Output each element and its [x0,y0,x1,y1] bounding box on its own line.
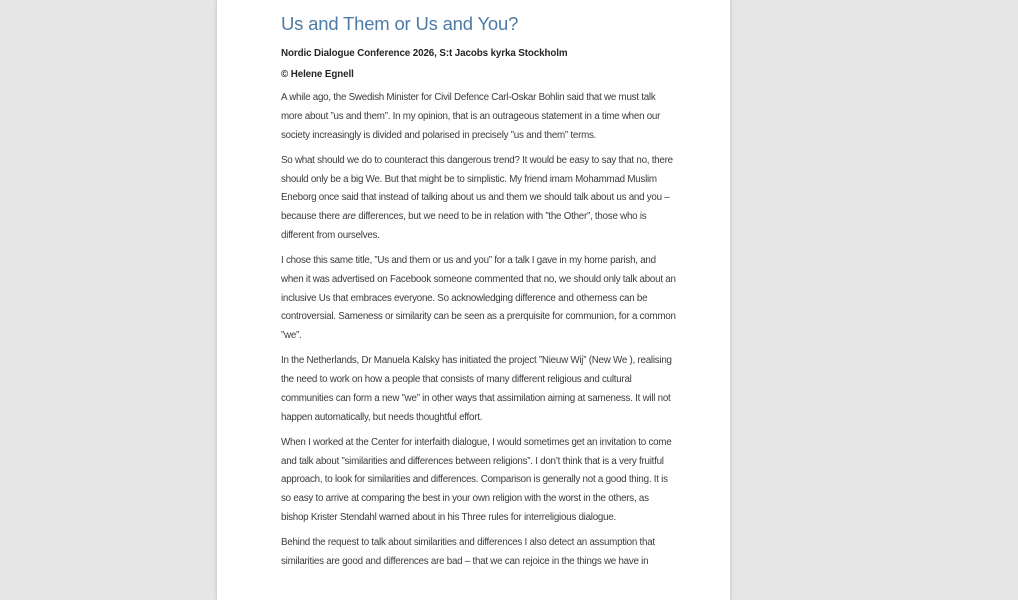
document-body [281,89,676,572]
document-page[interactable] [216,0,731,600]
paragraph: A while ago, the Swedish Minister for Civil Defence Carl-Oskar Bohlin said that we must talk more about ”us and them”. In my opinion, that is an outrageous statement in a time when our society increasingly is divided and polarised in precisely ”us and them” terms. [281,92,661,141]
paragraph: So what should we do to counteract this dangerous trend? It would be easy to say that no, there should only be a big We. But that might be to simplistic. My friend imam Mohammad Muslim Eneborg once said that instead of talking about us and them we should talk about us and you – because there are differences, but we need to be in relation with ”the Other”, those who is different from ourselves. [281,154,673,241]
paragraph: I chose this same title, ”Us and them or us and you” for a talk I gave in my home parish, and when it was advertised on Facebook someone commented that no, we should only talk about an inclusive Us that embraces everyone. So acknowledging difference and otherness can be controversial. Sameness or similarity can be seen as a prerquisite for communion, for a common ”we”. [281,255,676,341]
document-title: Us and Them or Us and You? [281,13,519,34]
paragraph: Behind the request to talk about similarities and differences I also detect an assumption that similarities are good and differences are bad – that we can rejoice in the things we have in [281,537,655,567]
document-subtitle-copyright: © Helene Egnell [281,68,354,80]
paragraph: When I worked at the Center for interfaith dialogue, I would sometimes get an invitation to come and talk about ”similarities and differences between religions”. I don’t think that is a very fruitful approach, to look for similarities and differences. Comparison is generally not a good thing. It is so easy to arrive at comparing the best in your own religion with the worst in the others, as bishop Krister Stendahl warned about in his Three rules for interreligious dialogue. [281,436,672,523]
paragraph: In the Netherlands, Dr Manuela Kalsky has initiated the project ”Nieuw Wij” (New We ), realising the need to work on how a people that consists of many different religious and cultural communities can form a new ”we” in other ways that assimilation aiming at sameness. It will not happen automatically, but needs thoughtful effort. [281,355,672,423]
document-subtitle-conference: Nordic Dialogue Conference 2026, S:t Jacobs kyrka Stockholm [281,48,568,59]
